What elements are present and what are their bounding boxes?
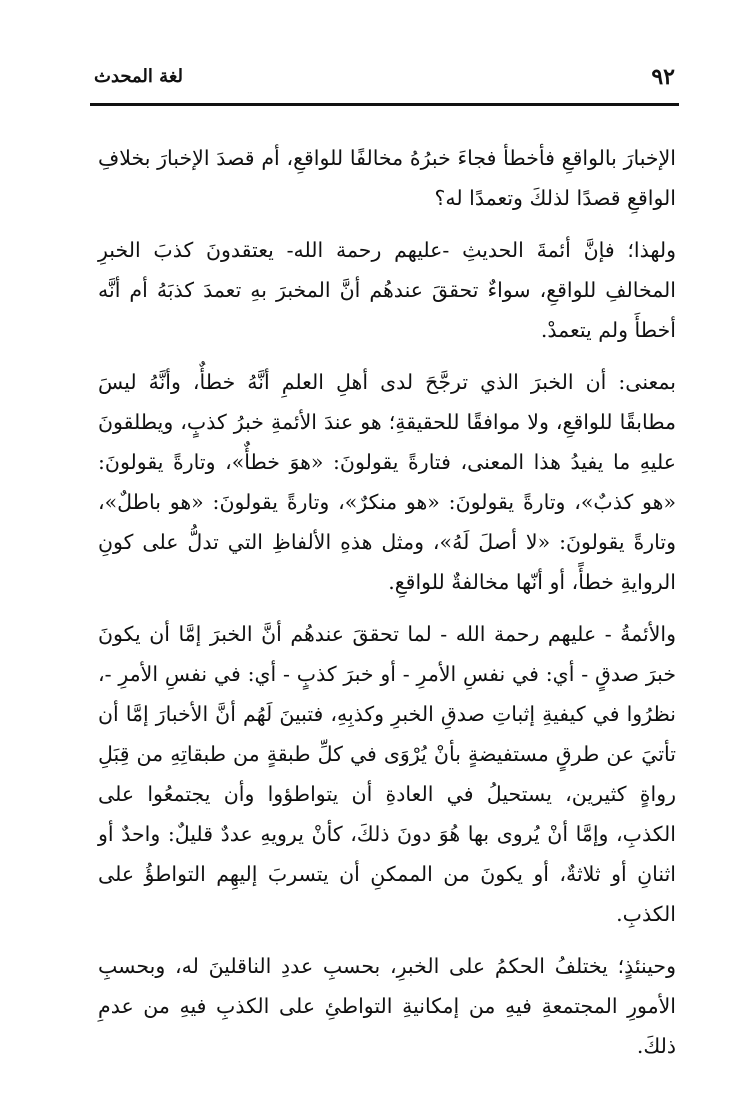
page-body xyxy=(98,138,676,1078)
paragraph: وحينئذٍ؛ يختلفُ الحكمُ على الخبرِ، بحسبِ عددِ الناقلينَ له، وبحسبِ الأمورِ المجتمعةِ فيهِ من إمكانيةِ التواطئِ على الكذبِ فيهِ من عدمِ ذلكَ. xyxy=(98,954,676,1058)
paragraph: بمعنى: أن الخبرَ الذي ترجَّحَ لدى أهلِ العلمِ أنَّهُ خطأٌ، وأنَّهُ ليسَ مطابقًا للواقعِ، ولا موافقًا للحقيقةِ؛ هو عندَ الأئمةِ خبرُ كذبٍ، ويطلقونَ عليهِ ما يفيدُ هذا المعنى، فتارةً يقولونَ: «هوَ خطأٌ»، وتارةً يقولونَ: «هو كذبٌ»، وتارةً يقولونَ: «هو منكرٌ»، وتارةً يقولونَ: «هو باطلٌ»، وتارةً يقولونَ: «لا أصلَ لَهُ»، ومثل هذهِ الألفاظِ التي تدلُّ على كونِ الروايةِ خطأً، أو أنّها مخالفةٌ للواقعِ. xyxy=(98,370,676,594)
paragraph: ولهذا؛ فإنَّ أئمةَ الحديثِ -عليهم رحمة الله- يعتقدونَ كذبَ الخبرِ المخالفِ للواقعِ، سواءٌ تحققَ عندهُم أنَّ المخبرَ بهِ تعمدَ كذبَهُ أم أنَّه أخطأَ ولم يتعمدْ. xyxy=(98,238,676,342)
running-title: لغة المحدث xyxy=(94,66,183,87)
paragraph: والأئمةُ - عليهم رحمة الله - لما تحققَ عندهُم أنَّ الخبرَ إمَّا أن يكونَ خبرَ صدقٍ - أي: في نفسِ الأمرِ - أو خبرَ كذبٍ - أي: في نفسِ الأمرِ -، نظرُوا في كيفيةِ إثباتِ صدقِ الخبرِ وكذبِهِ، فتبينَ لَهُم أنَّ الأخبارَ إمَّا أن تأتيَ عن طرقٍ مستفيضةٍ بأنْ يُرْوَى في كلِّ طبقةٍ من طبقاتِهِ من قِبَلِ رواةٍ كثيرين، يستحيلُ في العادةِ أن يتواطؤوا وأن يجتمعُوا على الكذبِ، وإمَّا أنْ يُروى بها هُوَ دونَ ذلكَ، كأنْ يرويهِ عددٌ قليلٌ: واحدٌ أو اثنانِ أو ثلاثةٌ، أو يكونَ من الممكنِ أن يتسربَ إليهِم التواطؤُ على الكذبِ. xyxy=(98,622,676,926)
page-number: ٩٢ xyxy=(651,64,675,90)
header-divider xyxy=(90,103,679,106)
page-header xyxy=(92,58,677,98)
paragraph: الإخبارَ بالواقعِ فأخطأ فجاءَ خبرُهُ مخالفًا للواقعِ، أم قصدَ الإخبارَ بخلافِ الواقعِ قصدًا لذلكَ وتعمدًا له؟ xyxy=(98,146,676,210)
